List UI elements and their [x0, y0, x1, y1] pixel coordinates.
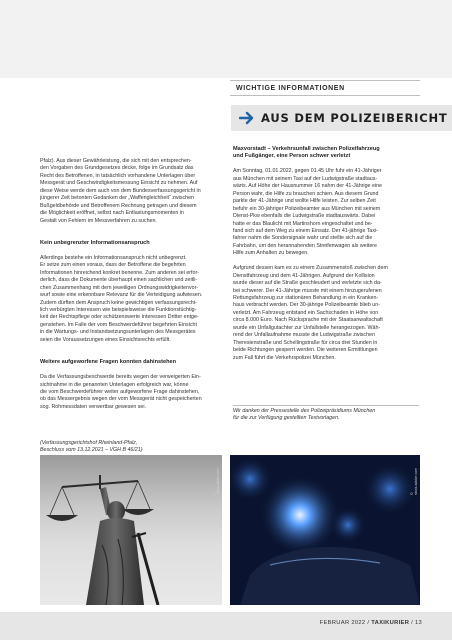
footer-date: FEBRUAR 2022	[319, 620, 366, 626]
text-line: hatte er das Blaulicht mit Martinshorn eingeschaltet und be-	[233, 220, 373, 227]
text-line: ob das Messergebnis wegen der vom Messgerät nicht gespeicherten	[40, 396, 202, 403]
text-line: sichtnahme in die genannten Unterlagen erfolgreich war, könne	[40, 381, 189, 388]
text-line: wurde dieser auf die Straße geschleudert und verletzte sich da-	[233, 280, 382, 287]
page-footer: FEBRUAR 2022 / TAXIKURIER / 13	[319, 620, 422, 626]
text-line: rend der Unfallaufnahme musste die Ludwigstraße zwischen	[233, 332, 375, 339]
text-line: Zudem dürften dem Anspruch keine gewichtigen verfassungsrecht-	[40, 299, 197, 306]
text-line: parkte der 41-Jährige und wollte Hilfe leisten. Zur selben Zeit	[233, 198, 376, 205]
police-lights-illustration	[230, 455, 420, 605]
arrow-right-icon	[239, 111, 255, 125]
text-line: seien die Voraussetzungen eines Einsichtsrechts erfüllt.	[40, 336, 171, 343]
section-kicker: WICHTIGE INFORMATIONEN	[236, 85, 345, 92]
text-line: wurde ein Unfallgutachter zur Unfallstelle herangezogen. Wäh-	[233, 324, 381, 331]
text-line: den Vorgaben des Grundgesetzes decke, folge im Grundsatz das	[40, 165, 194, 172]
text-line: Messgerät und Geschwindigkeitsmessung Einsicht zu nehmen. Auf	[40, 180, 198, 187]
court-citation	[40, 440, 220, 455]
text-line: Aufgrund dessen kam es zu einem Zusammenstoß zwischen dem	[233, 265, 388, 272]
citation-line: Beschluss vom 13.12.2021 – VGH B 46/21)	[40, 447, 143, 454]
text-line: keit der Rechtspflege oder schützenswerte Interessen Dritter entge-	[40, 314, 199, 321]
text-line: wurf sowie eine erkennbare Relevanz für die Verteidigung aufwiesen.	[40, 292, 203, 299]
text-line: in die Wartungs- und Instandsetzungsunterlagen des Messgerätes	[40, 329, 196, 336]
right-column	[233, 146, 419, 362]
header-gray-band	[0, 0, 452, 78]
kicker-rule	[230, 95, 420, 96]
text-line: Allerdings bestehe ein Informationsanspruch nicht unbegrenzt.	[40, 254, 187, 261]
justitia-statue-photo	[40, 455, 222, 605]
text-line: verletzt. Am Fahrzeug entstand ein Sachschaden in Höhe von	[233, 309, 379, 316]
text-line: zum Fall führt die Verkehrspolizei München.	[233, 354, 336, 361]
thanks-caption	[233, 408, 419, 423]
section-heading: Kein unbegrenzter Informationsanspruch	[40, 239, 150, 246]
text-line: Am Sonntag, 01.01.2022, gegen 01.45 Uhr fuhr ein 41-Jähriger	[233, 168, 382, 175]
photo-credit: © stock.adobe.com	[212, 467, 220, 495]
text-line: haus verbracht werden. Der 30-jährige Polizeibeamte blieb un-	[233, 302, 380, 309]
text-line: chen Zusammenhang mit dem jeweiligen Ordnungswidrigkeitenvor-	[40, 284, 199, 291]
text-line: fahrer nahm die Sondersignale wahr und stellte sich auf die	[233, 235, 373, 242]
text-line: bei schwerer. Der 41-Jährige musste mit einem hinzugerufenen	[233, 287, 382, 294]
page-headline: AUS DEM POLIZEIBERICHT	[261, 111, 448, 125]
text-line: genstehen. Im Falle der vom Beschwerdeführer begehrten Einsicht	[40, 321, 197, 328]
left-column	[40, 158, 220, 411]
text-line: jüngerer Zeit betonten Gedanken der „Waffengleichheit“ zwischen	[40, 195, 194, 202]
text-line: diese Weise werde dem auch von dem Bundesverfassungsgericht in	[40, 187, 201, 194]
text-line: die vom Beschwerdeführer weiter aufgeworfene Frage dahinstehen,	[40, 388, 200, 395]
text-line: beide Richtungen gesperrt werden. Die weiteren Ermittlungen	[233, 347, 378, 354]
text-line: Recht des Betroffenen, in tatsächlich vorhandene Unterlagen über	[40, 172, 196, 179]
text-line: Informationen hinreichend konkret benenne. Zum anderen sei erfor-	[40, 269, 199, 276]
text-line: Rettungsfahrzeug zur stationären Behandlung in ein Kranken-	[233, 295, 379, 302]
statue-illustration	[40, 455, 222, 605]
text-line: Hilfe zum Anhalten zu bewegen.	[233, 250, 309, 257]
article-heading: Maxvorstadt – Verkehrsunfall zwischen Polizeifahrzeug	[233, 146, 380, 152]
text-line: Da die Verfassungsbeschwerde bereits wegen der verweigerten Ein-	[40, 374, 201, 381]
top-rule	[230, 80, 420, 81]
police-car-photo	[230, 455, 420, 605]
footer-bar	[0, 612, 452, 640]
text-line: Dienst-Pkw ebenfalls die Ludwigstraße stadtauswärts. Dabei	[233, 213, 376, 220]
text-line: sog. Rohmessdaten verwertbar gewesen sei.	[40, 403, 146, 410]
text-line: Theresienstraße und Schellingstraße für circa drei Stunden in	[233, 339, 378, 346]
text-line: die Möglichkeit eröffnet, selbst nach Entlastungsmomenten in	[40, 210, 184, 217]
caption-line: Wir danken der Pressestelle des Polizeipräsidiums München	[233, 408, 376, 414]
caption-line: für die zur Verfügung gestellten Textvorlagen.	[233, 415, 340, 422]
caption-rule	[233, 405, 419, 406]
footer-publication: TAXIKURIER	[371, 620, 410, 626]
photo-credit: © stock.adobe.com	[410, 467, 418, 495]
text-line: Er setze zum einen voraus, dass der Betroffene die begehrten	[40, 262, 186, 269]
text-line: Fahrbahn, um den herannahenden Streifenwagen als weitere	[233, 242, 377, 249]
citation-line: (Verfassungsgerichtshof Rheinland-Pfalz,	[40, 440, 138, 446]
text-line: Dienstfahrzeug und dem 41-Jährigen. Aufgrund der Kollision	[233, 272, 375, 279]
page-number: 13	[414, 620, 422, 626]
text-line: Gestalt von Fehlern im Messverfahren zu suchen.	[40, 217, 157, 224]
text-line: fand sich auf dem Weg zu einem Einsatz. Der 41-jährige Taxi-	[233, 227, 378, 234]
text-line: Bußgeldbehörde und Betroffenem Rechnung getragen und diesem	[40, 202, 197, 209]
text-line: wärts. Auf Höhe der Hausnummer 16 nahm der 41-Jährige eine	[233, 183, 382, 190]
text-line: lich verbürgten Interessen wie beispielsweise die Funktionstüchtig-	[40, 307, 197, 314]
text-line: circa 8.000 Euro. Nach Rücksprache mit der Staatsanwaltschaft	[233, 317, 383, 324]
text-line: aus München mit seinem Taxi auf der Ludwigstraße stadtaus-	[233, 175, 378, 182]
text-line: befuhr ein 30-jähriger Polizeibeamter aus München mit seinem	[233, 205, 381, 212]
text-line: Pfalz). Aus dieser Gewährleistung, die sich mit den entsprechen-	[40, 158, 192, 164]
text-line: derlich, dass die Dokumente überhaupt einen sachlichen und zeitli-	[40, 277, 198, 284]
headline-bar	[231, 105, 452, 131]
section-heading: Weitere aufgeworfene Fragen konnten dahinstehen	[40, 359, 177, 366]
text-line: Person wahr, die Hilfe zu brauchen schien. Aus diesem Grund	[233, 190, 379, 197]
article-heading: und Fußgänger, eine Person schwer verletzt	[233, 153, 351, 160]
